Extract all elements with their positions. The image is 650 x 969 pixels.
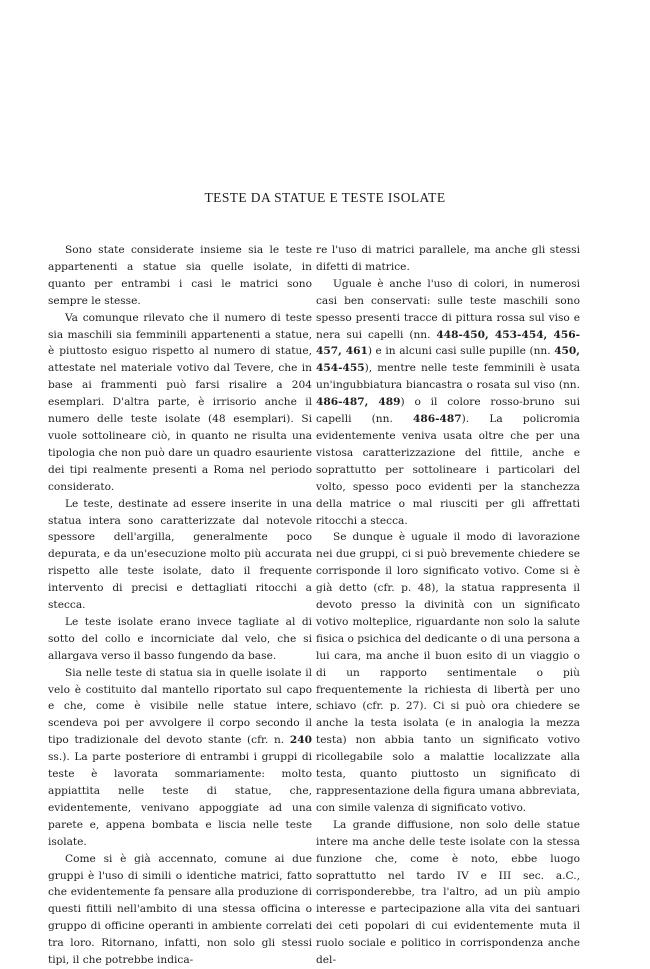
paragraph: re l'uso di matrici parallele, ma anche gli stessi difetti di matrice. (316, 244, 580, 273)
paragraph: Le teste, destinate ad essere inserite in una statua intera sono caratterizzate dal notevole spessore dell'argilla, generalmente poco depurata, e da un'esecuzione molto più accurata rispetto alle teste isolate, dato il frequente intervento di precisi e dettagliati ritocchi a stecca. (48, 497, 312, 612)
paragraph: Come si è già accennato, comune ai due gruppi è l'uso di simili o identiche matrici, fatto che evidentemente fa pensare alla produzione di questi fittili nell'ambito di una stessa officina o gruppo di officine operanti in ambiente correlati tra loro. Ritornano, infatti, non solo gli stessi tipi, il che potrebbe indica- (48, 852, 312, 967)
page-title: TESTE DA STATUE E TESTE ISOLATE (204, 190, 446, 205)
paragraph: Va comunque rilevato che il numero di teste sia maschili sia femminili appartenenti a statue, è piuttosto esiguo rispetto al numero di statue, attestate nel materiale votivo dal Tevere, che in base ai frammenti può farsi risalire a 204 esemplari. D'altra parte, è irrisorio anche il numero delle teste isolate (48 esemplari). Si vuole sottolineare ciò, in quanto ne risulta una tipologia che non può dare un quadro esauriente dei tipi realmente presenti a Roma nel periodo considerato. (48, 311, 312, 493)
right-column (316, 242, 580, 969)
paragraph: Sono state considerate insieme sia le teste appartenenti a statue sia quelle isolate, in quanto per entrambi i casi le matrici sono sempre le stesse. (48, 244, 312, 307)
paragraph: La grande diffusione, non solo delle statue intere ma anche delle teste isolate con la stessa funzione che, come è noto, ebbe luogo soprattutto nel tardo IV e III sec. a.C., corrisponderebbe, tra l'altro, ad un più ampio interesse e partecipazione alla vita dei santuari dei ceti popolari di cui evidentemente muta il ruolo sociale e politico in corrispondenza anche del- (316, 818, 580, 967)
paragraph: Se dunque è uguale il modo di lavorazione nei due gruppi, ci si può brevemente chiedere se corrisponde il loro significato votivo. Come si è già detto (cfr. p. 48), la statua rappresenta il devoto presso la divinità con un significato votivo molteplice, riguardante non solo la salute fisica o psichica del dedicante o di una persona a lui cara, ma anche il buon esito di un viaggio o di un rapporto sentimentale o più frequentemente la richiesta di libertà per uno schiavo (cfr. p. 27). Ci si può ora chiedere se anche la testa isolata (e in analogia la mezza testa) non abbia tanto un significato votivo ricollegabile solo a malattie localizzate alla testa, quanto piuttosto un significato di rappresentazione della figura umana abbreviata, con simile valenza di significato votivo. (316, 531, 580, 814)
paragraph: Sia nelle teste di statua sia in quelle isolate il velo è costituito dal mantello riportato sul capo e che, come è visibile nelle statue intere, scendeva poi per avvolgere il corpo secondo il tipo tradizionale del devoto stante (cfr. n. 240 ss.). La parte posteriore di entrambi i gruppi di teste è lavorata sommariamente: molto appiattita nelle teste di statue, che, evidentemente, venivano appoggiate ad una parete e, appena bombata e liscia nelle teste isolate. (48, 666, 312, 848)
paragraph: Uguale è anche l'uso di colori, in numerosi casi ben conservati: sulle teste maschili sono spesso presenti tracce di pittura rossa sul viso e nera sui capelli (nn. 448-450, 453-454, 456-457, 461) e in alcuni casi sulle pupille (nn. 450, 454-455), mentre nelle teste femminili è usata un'ingubbiatura biancastra o rosata sul viso (nn. 486-487, 489) o il colore rosso-bruno sui capelli (nn. 486-487). La policromia evidentemente veniva usata oltre che per una vistosa caratterizzazione del fittile, anche e soprattutto per sottolineare i particolari del volto, spesso poco evidenti per la stanchezza della matrice o mal riusciti per gli affrettati ritocchi a stecca. (316, 277, 580, 527)
left-column (48, 242, 312, 969)
paragraph: Le teste isolate erano invece tagliate al di sotto del collo e incorniciate dal velo, che si allargava verso il basso fungendo da base. (48, 615, 312, 662)
